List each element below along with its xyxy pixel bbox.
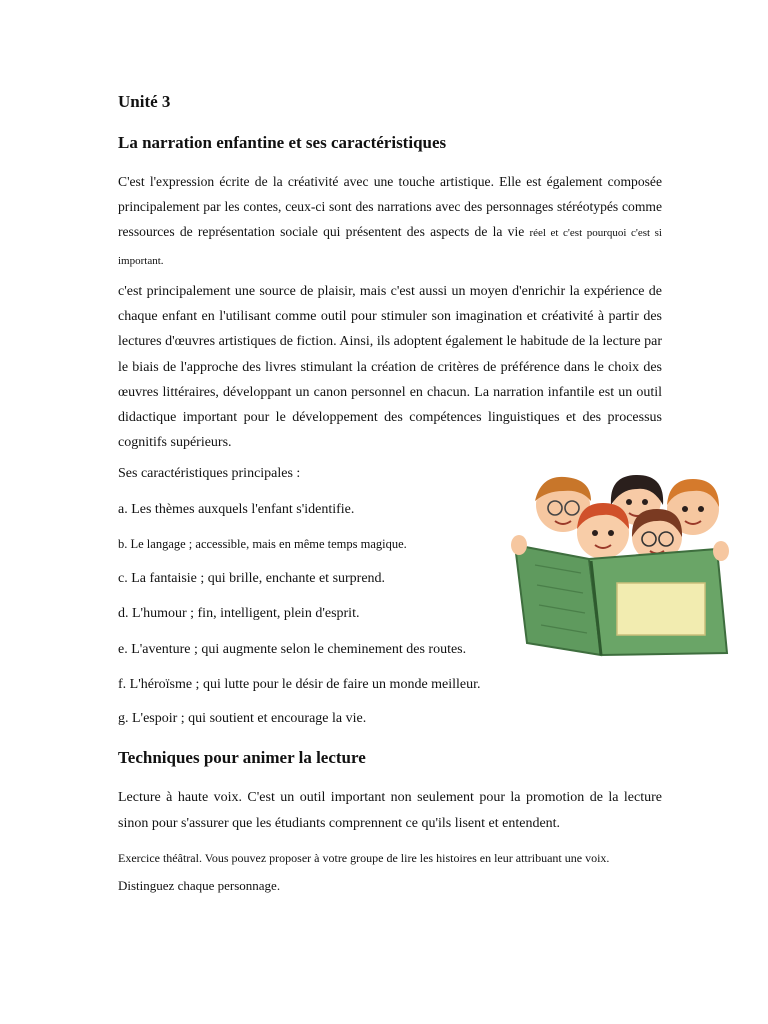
characteristic-item-d: d. L'humour ; fin, intelligent, plein d'esprit. (118, 606, 360, 621)
paragraph-theatre-exercise (118, 845, 662, 899)
characteristic-item-a: a. Les thèmes auxquels l'enfant s'identifie. (118, 502, 355, 517)
characteristic-item-f: f. L'héroïsme ; qui lutte pour le désir de faire un monde meilleur. (118, 677, 481, 692)
characteristic-item-b: b. Le langage ; accessible, mais en même temps magique. (118, 537, 407, 551)
characteristic-item-c: c. La fantaisie ; qui brille, enchante et surprend. (118, 571, 386, 586)
paragraph-definition-tail: réel et c'est pourquoi c'est si important. (118, 227, 662, 267)
section-title-narration: La narration enfantine et ses caractéristiques (118, 133, 447, 152)
paragraph-definition (118, 169, 662, 274)
theatre-exercise-line-2: Distinguez chaque personnage. (118, 878, 281, 893)
children-reading-book-illustration (505, 475, 737, 665)
paragraph-definition-main: C'est l'expression écrite de la créativité avec une touche artistique. Elle est également composée principalement par les contes, ceux-ci sont des narrations avec des personnages stéréotypés comme ressources de représentation sociale qui présentent des aspects de la vie (118, 174, 662, 240)
paragraph-purpose: c'est principalement une source de plaisir, mais c'est aussi un moyen d'enrichir la expérience de chaque enfant en l'utilisant comme outil pour stimuler son imagination et créativité à partir des lectures d'œuvres artistiques de fiction. Ainsi, ils adoptent également le habitude de la lecture par le biais de l'approche des livres stimulant la création de critères de préférence dans le choix des œuvres littéraires, développant un canon personnel en chacun. La narration infantile est un outil didactique important pour le développement des compétences linguistiques et des processus cognitifs supérieurs. (118, 284, 662, 451)
section-title-techniques: Techniques pour animer la lecture (118, 748, 366, 767)
child-center-icon (577, 503, 629, 559)
open-book-icon (511, 535, 729, 655)
theatre-exercise-line-1: Exercice théâtral. Vous pouvez proposer à votre groupe de lire les histoires en leur attribuant une voix. (118, 851, 610, 865)
characteristic-item-e: e. L'aventure ; qui augmente selon le cheminement des routes. (118, 642, 467, 657)
characteristics-intro: Ses caractéristiques principales : (118, 466, 301, 481)
paragraph-read-aloud: Lecture à haute voix. C'est un outil important non seulement pour la promotion de la lecture sinon pour s'assurer que les étudiants comprennent ce qu'ils lisent et entendent. (118, 790, 662, 831)
characteristic-item-g: g. L'espoir ; qui soutient et encourage la vie. (118, 711, 367, 726)
unit-title: Unité 3 (118, 92, 171, 111)
